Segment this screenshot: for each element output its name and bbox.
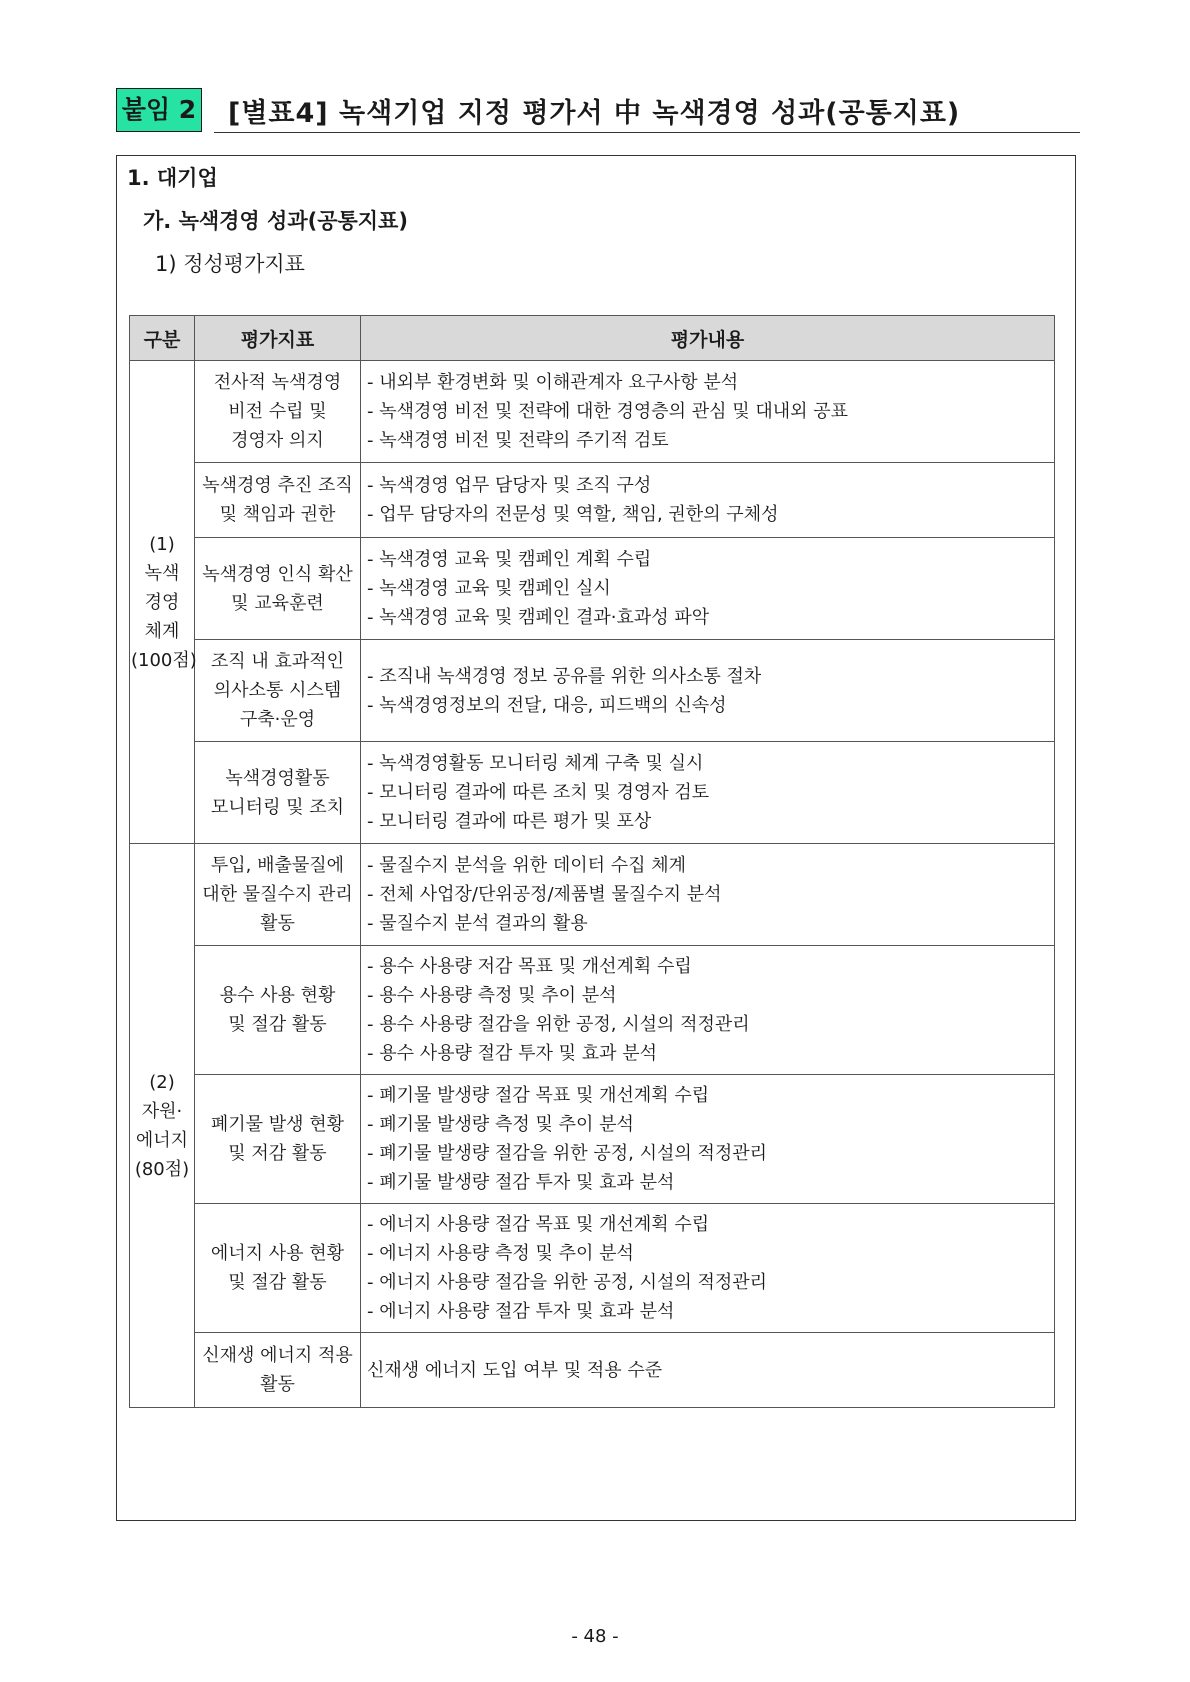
indicator-line: 구축·운영: [239, 709, 316, 730]
indicator-line: 조직 내 효과적인: [210, 651, 345, 672]
content-cell: [361, 640, 1055, 742]
indicator-line: 투입, 배출물질에: [210, 855, 345, 876]
content-line: - 에너지 사용량 측정 및 추이 분석: [367, 1243, 634, 1264]
table-row: [130, 1075, 1055, 1204]
category-cell: [130, 844, 195, 1408]
content-line: - 용수 사용량 측정 및 추이 분석: [367, 985, 617, 1006]
content-line: - 모니터링 결과에 따른 평가 및 포상: [367, 811, 652, 832]
document-title: [별표4] 녹색기업 지정 평가서 中 녹색경영 성과(공통지표): [228, 98, 961, 129]
category-line: 에너지: [135, 1129, 189, 1151]
table-row: [130, 538, 1055, 640]
content-line: - 에너지 사용량 절감을 위한 공정, 시설의 적정관리: [367, 1272, 768, 1293]
header-content: 평가내용: [361, 316, 1055, 361]
indicator-cell: [195, 361, 361, 463]
table-row: [130, 463, 1055, 538]
table-row: [130, 1333, 1055, 1408]
content-line: - 녹색경영 교육 및 캠페인 실시: [367, 578, 611, 599]
table-row: [130, 844, 1055, 946]
table-row: [130, 1204, 1055, 1333]
content-line: - 내외부 환경변화 및 이해관계자 요구사항 분석: [367, 372, 739, 393]
section-heading-2: 가. 녹색경영 성과(공통지표): [143, 209, 408, 233]
indicator-line: 녹색경영 추진 조직: [202, 475, 353, 496]
indicator-cell: [195, 742, 361, 844]
indicator-cell: [195, 1204, 361, 1333]
content-frame: [116, 155, 1076, 1521]
indicator-line: 의사소통 시스템: [213, 680, 342, 701]
evaluation-table: [129, 315, 1055, 1408]
table-body: [130, 361, 1055, 1408]
indicator-cell: [195, 1333, 361, 1408]
indicator-cell: [195, 1075, 361, 1204]
content-line: - 녹색경영 비전 및 전략의 주기적 검토: [367, 430, 669, 451]
category-line: 체계: [144, 620, 180, 642]
header-category: 구분: [130, 316, 195, 361]
indicator-line: 및 교육훈련: [231, 592, 324, 614]
table-header-row: [130, 316, 1055, 361]
indicator-line: 대한 물질수지 관리: [202, 884, 353, 905]
content-line: 신재생 에너지 도입 여부 및 적용 수준: [367, 1359, 663, 1381]
content-cell: [361, 463, 1055, 538]
content-line: - 에너지 사용량 절감 목표 및 개선계획 수립: [367, 1214, 710, 1235]
category-line: (80점): [134, 1158, 190, 1180]
title-underline: [214, 132, 1080, 133]
table-row: [130, 361, 1055, 463]
indicator-cell: [195, 844, 361, 946]
content-line: - 녹색경영 교육 및 캠페인 결과·효과성 파악: [367, 607, 710, 628]
header-indicator: 평가지표: [195, 316, 361, 361]
content-line: - 폐기물 발생량 절감 투자 및 효과 분석: [367, 1172, 675, 1193]
content-line: - 전체 사업장/단위공정/제품별 물질수지 분석: [367, 884, 722, 905]
content-line: - 물질수지 분석을 위한 데이터 수집 체계: [367, 855, 687, 876]
content-cell: [361, 1204, 1055, 1333]
indicator-line: 활동: [260, 913, 295, 934]
indicator-line: 녹색경영 인식 확산: [202, 563, 353, 585]
indicator-line: 및 책임과 권한: [219, 504, 336, 525]
content-line: - 용수 사용량 절감을 위한 공정, 시설의 적정관리: [367, 1014, 750, 1035]
attachment-badge: 붙임 2: [116, 88, 202, 132]
indicator-line: 모니터링 및 조치: [210, 796, 345, 818]
content-cell: [361, 361, 1055, 463]
content-line: - 녹색경영활동 모니터링 체계 구축 및 실시: [367, 753, 704, 774]
content-cell: [361, 1075, 1055, 1204]
indicator-line: 신재생 에너지 적용: [202, 1345, 353, 1366]
content-cell: [361, 1333, 1055, 1408]
content-cell: [361, 946, 1055, 1075]
indicator-cell: [195, 946, 361, 1075]
content-line: - 용수 사용량 저감 목표 및 개선계획 수립: [367, 956, 692, 977]
section-heading-3: 1) 정성평가지표: [155, 252, 305, 276]
table-row: [130, 946, 1055, 1075]
category-line: 경영: [144, 591, 180, 613]
page-number: - 48 -: [571, 1626, 619, 1647]
content-line: - 에너지 사용량 절감 투자 및 효과 분석: [367, 1301, 675, 1322]
content-cell: [361, 538, 1055, 640]
indicator-cell: [195, 538, 361, 640]
page-header: [116, 88, 1080, 134]
content-line: - 녹색경영 업무 담당자 및 조직 구성: [367, 475, 652, 496]
content-line: - 녹색경영 교육 및 캠페인 계획 수립: [367, 549, 652, 570]
section-heading-1: 1. 대기업: [127, 166, 218, 190]
category-line: (2): [149, 1071, 175, 1093]
category-line: (100점): [131, 649, 197, 671]
content-line: - 조직내 녹색경영 정보 공유를 위한 의사소통 절차: [367, 665, 762, 687]
content-line: - 폐기물 발생량 절감 목표 및 개선계획 수립: [367, 1085, 710, 1106]
category-line: 자원·: [141, 1100, 183, 1122]
indicator-line: 및 절감 활동: [228, 1272, 327, 1293]
content-line: - 업무 담당자의 전문성 및 역할, 책임, 권한의 구체성: [367, 504, 779, 525]
content-cell: [361, 742, 1055, 844]
content-line: - 폐기물 발생량 절감을 위한 공정, 시설의 적정관리: [367, 1143, 768, 1164]
table-row: [130, 742, 1055, 844]
indicator-cell: [195, 640, 361, 742]
category-cell: [130, 361, 195, 844]
category-line: 녹색: [144, 562, 180, 584]
indicator-line: 용수 사용 현황: [219, 985, 336, 1006]
table-row: [130, 640, 1055, 742]
content-cell: [361, 844, 1055, 946]
indicator-line: 및 저감 활동: [228, 1143, 327, 1164]
indicator-line: 에너지 사용 현황: [210, 1243, 345, 1264]
indicator-line: 비전 수립 및: [228, 401, 327, 422]
indicator-cell: [195, 463, 361, 538]
indicator-line: 경영자 의지: [231, 430, 324, 451]
content-line: - 폐기물 발생량 측정 및 추이 분석: [367, 1114, 634, 1135]
content-line: - 용수 사용량 절감 투자 및 효과 분석: [367, 1043, 657, 1064]
indicator-line: 폐기물 발생 현황: [210, 1114, 345, 1135]
content-line: - 물질수지 분석 결과의 활용: [367, 913, 588, 934]
indicator-line: 활동: [260, 1374, 295, 1395]
content-line: - 모니터링 결과에 따른 조치 및 경영자 검토: [367, 782, 710, 803]
category-line: (1): [149, 533, 175, 555]
indicator-line: 및 절감 활동: [228, 1014, 327, 1035]
indicator-line: 전사적 녹색경영: [213, 372, 342, 393]
content-line: - 녹색경영 비전 및 전략에 대한 경영층의 관심 및 대내외 공표: [367, 401, 849, 422]
content-line: - 녹색경영정보의 전달, 대응, 피드백의 신속성: [367, 694, 727, 716]
indicator-line: 녹색경영활동: [225, 767, 330, 789]
